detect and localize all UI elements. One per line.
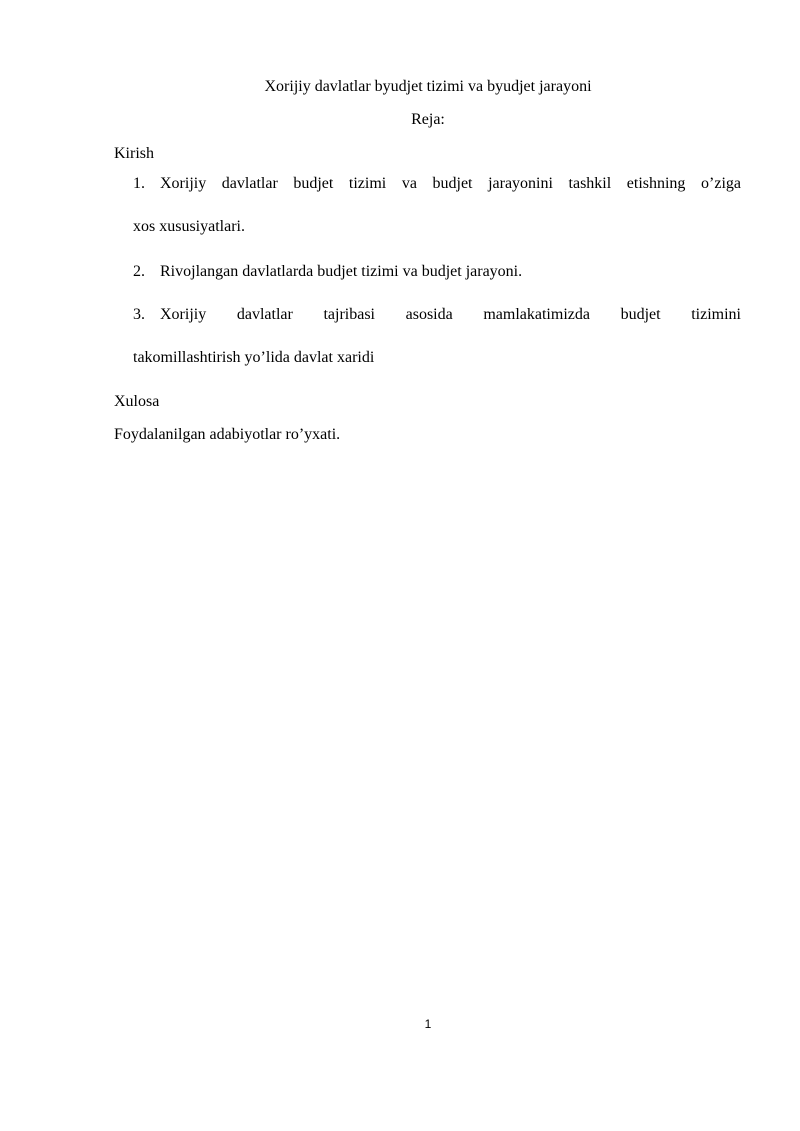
list-item-text: Rivojlangan davlatlarda budjet tizimi va budjet jarayoni. bbox=[160, 263, 523, 280]
list-item-text: Xorijiy davlatlar budjet tizimi va budjet jarayonini tashkil etishning o’ziga bbox=[160, 175, 741, 192]
document-title: Xorijiy davlatlar byudjet tizimi va byudjet jarayoni bbox=[264, 78, 592, 95]
list-item-line bbox=[133, 173, 741, 195]
list-item-continuation: takomillashtirish yo’lida davlat xaridi bbox=[133, 349, 375, 366]
list-item-number: 2. bbox=[133, 263, 145, 280]
page-number: 1 bbox=[424, 1017, 432, 1031]
references-heading: Foydalanilgan adabiyotlar ro’yxati. bbox=[114, 426, 341, 443]
list-item-line bbox=[133, 304, 741, 326]
conclusion-heading: Xulosa bbox=[114, 393, 160, 410]
list-item-continuation: xos xususiyatlari. bbox=[133, 218, 245, 235]
list-item-line bbox=[133, 261, 741, 283]
list-item-number: 3. bbox=[133, 306, 145, 323]
list-item-text: Xorijiy davlatlar tajribasi asosida mamlakatimizda budjet tizimini bbox=[160, 306, 741, 323]
intro-heading: Kirish bbox=[114, 145, 154, 162]
list-item-number: 1. bbox=[133, 175, 145, 192]
plan-heading: Reja: bbox=[411, 111, 445, 128]
